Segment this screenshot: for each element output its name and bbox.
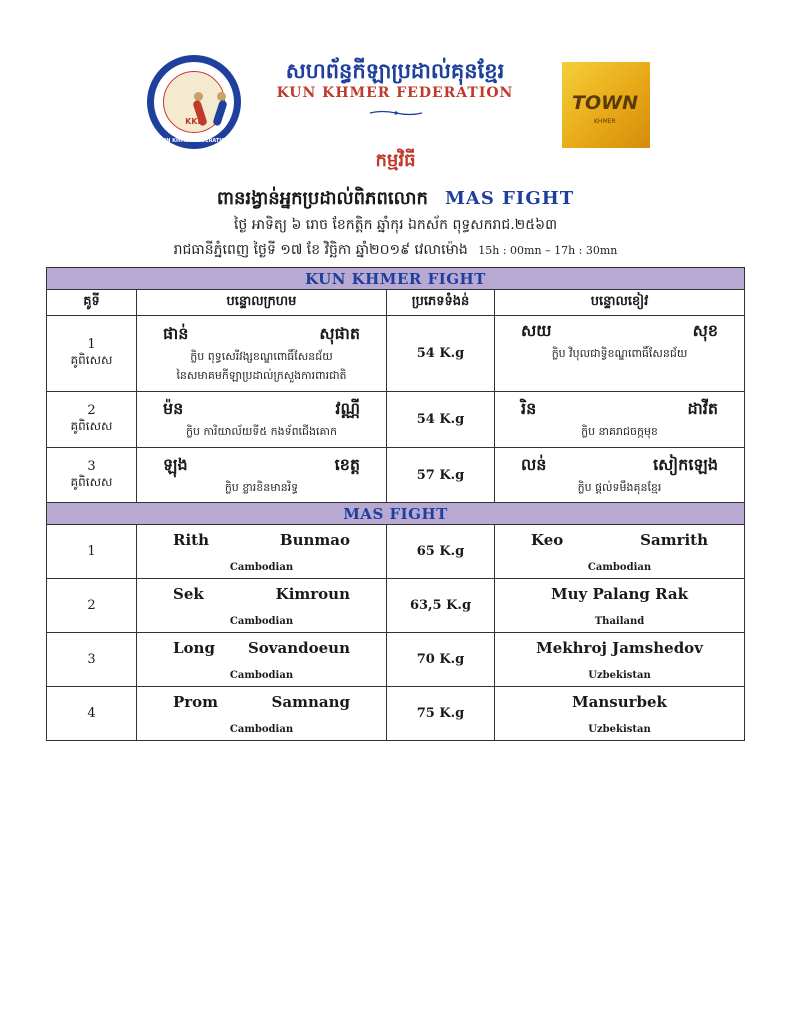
red-corner xyxy=(137,448,387,503)
red-fighter-club: ក្លិប ការិយាល័យទី៥ កងទ័ពជើងគោក xyxy=(186,425,337,438)
blue-fighter-name: លន់ សៀកឡេង xyxy=(521,454,719,474)
red-fighter-club: ក្លិប ពុទ្ធសេរីវង្សខណ្ឌពោធិ៍សែនជ័យ xyxy=(190,349,333,363)
fight-number: 3 គូពិសេស xyxy=(47,448,137,503)
fight-number: 4 xyxy=(47,687,137,741)
fight-number: 2 xyxy=(47,579,137,633)
red-fighter-name: Rith Bunmao xyxy=(173,530,350,549)
table-row xyxy=(47,687,745,741)
red-fighter-country: Cambodian xyxy=(229,561,294,573)
fight-number: 1 xyxy=(47,525,137,579)
red-fighter-name: ម៉ន វណ្ណី xyxy=(163,399,360,418)
blue-fighter-name: រិន ដាវីត xyxy=(521,399,719,418)
kkf-logo xyxy=(147,55,241,149)
event-title-en: MAS FIGHT xyxy=(444,188,575,209)
event-time: 15h : 00mn – 17h : 30mn xyxy=(478,244,618,257)
federation-name-kh: សហព័ន្ធកីឡាប្រដាល់គុនខ្មែរ xyxy=(285,59,505,83)
red-corner xyxy=(137,687,387,741)
blue-fighter-name: Mekhroj Jamshedov xyxy=(536,638,703,657)
red-fighter-name: ផាន់ សុផាត xyxy=(163,323,360,343)
red-corner xyxy=(137,392,387,448)
blue-fighter-name: Mansurbek xyxy=(572,692,667,711)
table-row xyxy=(47,448,745,503)
town-logo-word: TOWN xyxy=(572,92,638,114)
blue-fighter-name: សយ សុខ xyxy=(521,321,719,340)
blue-corner xyxy=(495,579,745,633)
section-title: MAS FIGHT xyxy=(47,503,745,525)
red-fighter-name: Sek Kimroun xyxy=(173,584,350,603)
blue-fighter-name: Keo Samrith xyxy=(531,530,709,549)
column-header-weight: ប្រភេទទំងន់ xyxy=(387,290,495,316)
section-header-mas-fight xyxy=(47,503,745,525)
column-header-red: បន្ទោលក្រហម xyxy=(137,290,387,316)
event-venue-kh: រាជធានីភ្នំពេញ ថ្ងៃទី ១៧ ខែ វិច្ឆិកា ឆ្នាំ២០១៩ វេលាម៉ោង xyxy=(173,242,468,258)
event-title-kh: ពានរង្វាន់អ្នកប្រដាល់ពិភពលោក xyxy=(216,188,428,209)
red-fighter-club-line2: នៃសមាគមកីឡាប្រដាល់ក្រសួងការពារជាតិ xyxy=(176,368,347,382)
red-fighter-name: ឡុង ខេត្ត xyxy=(163,454,360,474)
red-fighter-name: Long Sovandoeun xyxy=(173,638,350,657)
event-venue xyxy=(0,240,791,261)
federation-name-en: KUN KHMER FEDERATION xyxy=(276,85,514,101)
weight-class: 70 K.g xyxy=(387,633,495,687)
weight-class: 75 K.g xyxy=(387,687,495,741)
weight-class: 54 K.g xyxy=(387,392,495,448)
red-fighter-country: Cambodian xyxy=(229,615,294,627)
weight-class: 57 K.g xyxy=(387,448,495,503)
red-corner xyxy=(137,633,387,687)
blue-fighter-club: ក្លិប វិបុលជាទ្វិខណ្ឌពោធិ៍សែនជ័យ xyxy=(551,347,688,360)
red-fighter-country: Cambodian xyxy=(229,723,294,735)
town-logo-sub: KHMER xyxy=(594,118,616,125)
table-row xyxy=(47,392,745,448)
event-title xyxy=(0,186,791,213)
blue-corner xyxy=(495,687,745,741)
table-row xyxy=(47,579,745,633)
red-corner xyxy=(137,316,387,392)
event-date-kh: ថ្ងៃ អាទិត្យ ៦ រោច ខែកត្តិក ឆ្នាំកុរ ឯកស័ក ពុទ្ធសករាជ.២៥៦៣ xyxy=(233,217,558,233)
red-fighter-name: Prom Samnang xyxy=(173,692,350,711)
column-header-row xyxy=(47,290,745,316)
blue-fighter-club: ក្លិប នាគរាជចក្កមុខ xyxy=(581,425,658,438)
blue-fighter-club: ក្លិប ផ្តល់ទមឹងគុនខ្មែរ xyxy=(577,480,662,494)
blue-fighter-name: Muy Palang Rak xyxy=(551,584,688,603)
blue-corner xyxy=(495,392,745,448)
column-header-blue: បន្ទោលខៀវ xyxy=(495,290,745,316)
section-header-kun-khmer xyxy=(47,268,745,290)
blue-fighter-country: Uzbekistan xyxy=(588,669,651,681)
fight-number: 1 គូពិសេស xyxy=(47,316,137,392)
blue-corner xyxy=(495,448,745,503)
section-title: KUN KHMER FIGHT xyxy=(47,268,745,290)
fight-card-table xyxy=(46,267,745,741)
program-title: កម្មវិធី xyxy=(375,150,416,171)
logo-ring-text: KUN KHMER FEDERATION xyxy=(158,138,230,144)
blue-corner xyxy=(495,633,745,687)
blue-corner xyxy=(495,525,745,579)
blue-fighter-country: Cambodian xyxy=(587,561,652,573)
logo-abbr: KKF xyxy=(185,117,203,126)
blue-corner xyxy=(495,316,745,392)
red-fighter-country: Cambodian xyxy=(229,669,294,681)
blue-fighter-country: Uzbekistan xyxy=(588,723,651,735)
weight-class: 54 K.g xyxy=(387,316,495,392)
ornament-divider xyxy=(368,110,424,116)
table-row xyxy=(47,633,745,687)
weight-class: 65 K.g xyxy=(387,525,495,579)
red-fighter-club: ក្លិប ខ្លារខិនមានរិទ្ធ xyxy=(224,480,299,494)
red-corner xyxy=(137,525,387,579)
table-row xyxy=(47,316,745,392)
blue-fighter-country: Thailand xyxy=(594,615,645,627)
red-corner xyxy=(137,579,387,633)
fight-number: 3 xyxy=(47,633,137,687)
column-header-no: គូទី xyxy=(47,290,137,316)
fight-number: 2 គូពិសេស xyxy=(47,392,137,448)
weight-class: 63,5 K.g xyxy=(387,579,495,633)
table-row xyxy=(47,525,745,579)
town-tv-logo xyxy=(562,62,650,148)
